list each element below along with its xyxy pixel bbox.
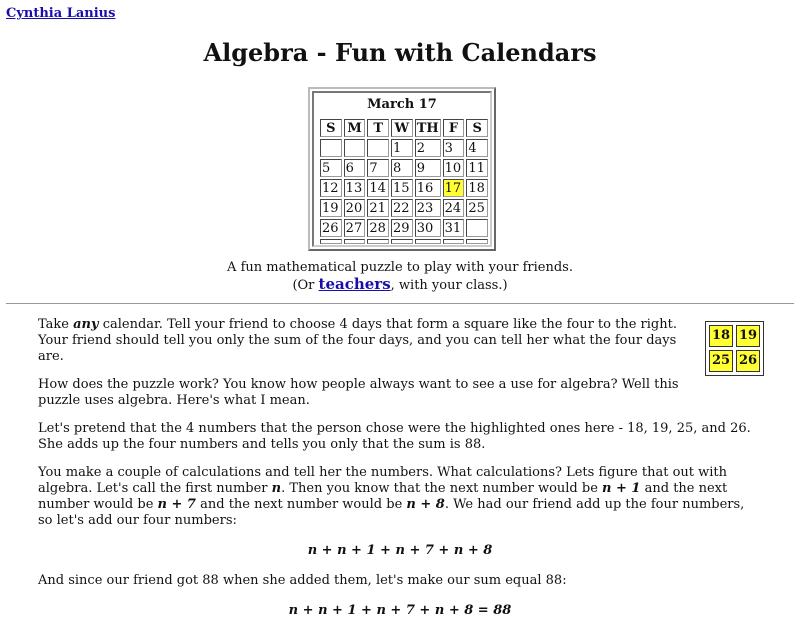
calendar-day: 8 — [391, 159, 413, 177]
calendar-day: 4 — [466, 139, 488, 157]
calendar-grid — [318, 117, 490, 246]
paragraph — [38, 317, 698, 365]
emphasis: any — [73, 317, 99, 332]
weekday-sat: S — [466, 119, 488, 137]
calendar-day — [443, 239, 465, 244]
calendar-day: 21 — [367, 199, 389, 217]
weekday-fri: F — [443, 119, 465, 137]
calendar-day — [391, 239, 413, 244]
calendar-day: 7 — [367, 159, 389, 177]
calendar-day — [320, 139, 342, 157]
divider — [6, 303, 794, 304]
calendar — [308, 87, 496, 251]
calendar-day: 29 — [391, 219, 413, 237]
calendar-weekday-row — [320, 119, 488, 137]
calendar-day — [344, 139, 366, 157]
calendar-day: 11 — [466, 159, 488, 177]
equation: n + n + 1 + n + 7 + n + 8 = 88 — [288, 603, 512, 618]
text: . Then you know that the next number would be — [281, 481, 603, 496]
square-cell: 25 — [709, 350, 733, 372]
calendar-day: 23 — [415, 199, 441, 217]
weekday-wed: W — [391, 119, 413, 137]
calendar-day: 2 — [415, 139, 441, 157]
author-link[interactable]: Cynthia Lanius — [6, 6, 116, 21]
weekday-thu: TH — [416, 120, 439, 136]
teachers-link[interactable]: teachers — [318, 275, 391, 293]
calendar-day: 10 — [443, 159, 465, 177]
variable: n + 1 — [602, 481, 641, 496]
calendar-day — [320, 239, 342, 244]
calendar-day: 20 — [344, 199, 366, 217]
calendar-day: 12 — [320, 179, 342, 197]
calendar-inner — [312, 91, 492, 247]
intro — [0, 260, 800, 294]
paragraph — [38, 465, 762, 529]
calendar-day: 28 — [367, 219, 389, 237]
calendar-day: 9 — [415, 159, 441, 177]
calendar-day: 25 — [466, 199, 488, 217]
calendar-week — [320, 199, 488, 217]
paragraph: How does the puzzle work? You know how people always want to see a use for algebra? Well this puzzle uses algebra. Here's what I mean. — [38, 377, 679, 408]
calendar-day: 5 — [320, 159, 342, 177]
calendar-day: 1 — [391, 139, 413, 157]
calendar-day: 17 — [443, 179, 465, 197]
calendar-empty-row — [320, 239, 488, 244]
calendar-day: 19 — [320, 199, 342, 217]
calendar-week — [320, 179, 488, 197]
text: . We had our friend add up the four numbers, so let's add our four numbers: — [38, 497, 745, 528]
calendar-day: 24 — [443, 199, 465, 217]
calendar-day: 22 — [391, 199, 413, 217]
intro-suffix: , with your class.) — [390, 278, 508, 293]
calendar-day — [415, 239, 441, 244]
intro-line-2 — [0, 276, 800, 294]
equation: n + n + 1 + n + 7 + n + 8 — [307, 543, 493, 558]
text: and the next number would be — [195, 497, 407, 512]
intro-prefix: (Or — [292, 278, 319, 293]
weekday-mon: M — [344, 119, 366, 137]
weekday-tue: T — [367, 119, 389, 137]
calendar-day: 14 — [367, 179, 389, 197]
page-title: Algebra - Fun with Calendars — [203, 38, 597, 67]
calendar-day: 30 — [415, 219, 441, 237]
calendar-day: 31 — [443, 219, 465, 237]
square-cell: 26 — [736, 350, 760, 372]
calendar-day: 15 — [391, 179, 413, 197]
calendar-day: 16 — [415, 179, 441, 197]
calendar-day: 6 — [344, 159, 366, 177]
paragraph: And since our friend got 88 when she added them, let's make our sum equal 88: — [38, 573, 567, 588]
text: Take — [38, 317, 74, 332]
article-body — [38, 317, 762, 633]
calendar-week — [320, 219, 488, 237]
calendar-day — [367, 239, 389, 244]
variable: n + 8 — [406, 497, 445, 512]
variable: n + 7 — [157, 497, 196, 512]
calendar-day — [466, 239, 488, 244]
paragraph: Let's pretend that the 4 numbers that the person chose were the highlighted ones here - 18, 19, 25, and 26. She adds up the four numbers and tells you only that the sum is 88. — [38, 421, 751, 452]
text: calendar. Tell your friend to choose 4 days that form a square like the four to the right. Your friend should tell you only the sum of the four days, and you can tell her what the four days are. — [38, 317, 677, 364]
calendar-day — [466, 219, 488, 237]
calendar-day: 18 — [466, 179, 488, 197]
intro-line-1: A fun mathematical puzzle to play with your friends. — [227, 260, 573, 275]
calendar-month-label: March 17 — [367, 97, 437, 112]
calendar-day — [344, 239, 366, 244]
calendar-day: 27 — [344, 219, 366, 237]
calendar-day — [367, 139, 389, 157]
text: and the next number would be — [38, 481, 728, 512]
calendar-week — [320, 159, 488, 177]
text: You make a couple of calculations and tell her the numbers. What calculations? Lets figure that out with algebra. Let's call the first number — [38, 465, 727, 496]
calendar-day: 3 — [443, 139, 465, 157]
calendar-week — [320, 139, 488, 157]
variable: n — [271, 481, 282, 496]
calendar-day: 26 — [320, 219, 342, 237]
calendar-day: 13 — [344, 179, 366, 197]
square-cell: 19 — [736, 325, 760, 347]
square-cell: 18 — [709, 325, 733, 347]
weekday-sun: S — [320, 119, 342, 137]
